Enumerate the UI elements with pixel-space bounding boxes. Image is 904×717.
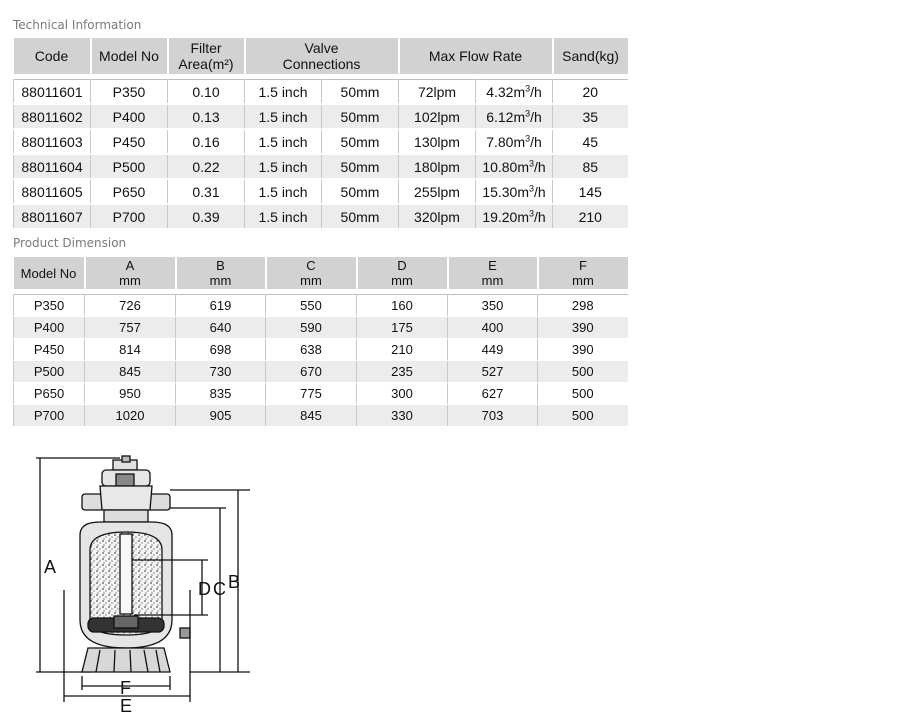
table-row bbox=[14, 361, 628, 383]
cell-b: 730 bbox=[176, 361, 266, 383]
cell-flow-lpm: 180lpm bbox=[399, 154, 476, 179]
cell-area: 0.39 bbox=[168, 204, 245, 229]
cell-valve-inch: 1.5 inch bbox=[245, 80, 322, 105]
table-row bbox=[14, 383, 628, 405]
sand-filter-diagram bbox=[30, 450, 260, 712]
cell-area: 0.13 bbox=[168, 104, 245, 129]
dim-label-e: E bbox=[120, 696, 133, 712]
cell-d: 175 bbox=[357, 317, 448, 339]
cell-flow-lpm: 72lpm bbox=[399, 80, 476, 105]
cell-f: 500 bbox=[538, 405, 628, 427]
product-dimension-title: Product Dimension bbox=[13, 236, 127, 250]
cell-model: P650 bbox=[14, 383, 85, 405]
cell-flow-lpm: 102lpm bbox=[399, 104, 476, 129]
cell-code: 88011603 bbox=[14, 129, 91, 154]
table-row bbox=[14, 204, 628, 229]
dim-label-c: C bbox=[213, 579, 226, 599]
header-filter-line2: Area(m²) bbox=[178, 56, 234, 72]
cell-e: 627 bbox=[448, 383, 538, 405]
cell-sand: 20 bbox=[553, 80, 628, 105]
cell-d: 300 bbox=[357, 383, 448, 405]
header-flow: Max Flow Rate bbox=[399, 38, 553, 74]
cell-a: 1020 bbox=[85, 405, 176, 427]
cell-d: 235 bbox=[357, 361, 448, 383]
cell-d: 160 bbox=[357, 295, 448, 317]
cell-flow-lpm: 320lpm bbox=[399, 204, 476, 229]
cell-code: 88011604 bbox=[14, 154, 91, 179]
dim-label-a: A bbox=[44, 557, 57, 577]
cell-a: 845 bbox=[85, 361, 176, 383]
cell-valve-inch: 1.5 inch bbox=[245, 154, 322, 179]
cell-flow-lpm: 255lpm bbox=[399, 179, 476, 204]
cell-f: 390 bbox=[538, 339, 628, 361]
cell-model: P350 bbox=[91, 80, 168, 105]
cell-sand: 35 bbox=[553, 104, 628, 129]
cell-valve-inch: 1.5 inch bbox=[245, 179, 322, 204]
cell-sand: 210 bbox=[553, 204, 628, 229]
cell-e: 350 bbox=[448, 295, 538, 317]
cell-b: 698 bbox=[176, 339, 266, 361]
cell-flow-m3h: $7.80m^3/h$ bbox=[476, 129, 553, 154]
cell-d: 330 bbox=[357, 405, 448, 427]
dim-label-f: F bbox=[120, 678, 131, 698]
product-dimension-table bbox=[13, 257, 628, 427]
header-code: Code bbox=[14, 38, 91, 74]
table-row bbox=[14, 80, 628, 105]
header-f: F mm bbox=[538, 257, 628, 289]
table-row bbox=[14, 317, 628, 339]
cell-model: P700 bbox=[14, 405, 85, 427]
cell-valve-mm: 50mm bbox=[322, 154, 399, 179]
header-e: E mm bbox=[448, 257, 538, 289]
cell-e: 449 bbox=[448, 339, 538, 361]
header-b: B mm bbox=[176, 257, 266, 289]
cell-model: P500 bbox=[14, 361, 85, 383]
table-row bbox=[14, 129, 628, 154]
header-d: D mm bbox=[357, 257, 448, 289]
cell-code: 88011601 bbox=[14, 80, 91, 105]
cell-c: 550 bbox=[266, 295, 357, 317]
tech-header-row bbox=[14, 38, 628, 74]
header-filter-area bbox=[168, 38, 245, 74]
table-row bbox=[14, 104, 628, 129]
header-filter-line1: Filter bbox=[190, 40, 222, 56]
dim-label-d: D bbox=[198, 579, 211, 599]
cell-model: P350 bbox=[14, 295, 85, 317]
cell-f: 390 bbox=[538, 317, 628, 339]
tech-info-title: Technical Information bbox=[13, 18, 142, 32]
cell-model: P400 bbox=[14, 317, 85, 339]
cell-flow-m3h: $6.12m^3/h$ bbox=[476, 104, 553, 129]
cell-e: 400 bbox=[448, 317, 538, 339]
cell-model: P400 bbox=[91, 104, 168, 129]
cell-a: 814 bbox=[85, 339, 176, 361]
table-row bbox=[14, 405, 628, 427]
cell-sand: 45 bbox=[553, 129, 628, 154]
cell-code: 88011607 bbox=[14, 204, 91, 229]
cell-model: P450 bbox=[14, 339, 85, 361]
header-valve-line2: Connections bbox=[282, 56, 361, 72]
cell-model: P700 bbox=[91, 204, 168, 229]
cell-a: 726 bbox=[85, 295, 176, 317]
cell-valve-mm: 50mm bbox=[322, 80, 399, 105]
header-valve bbox=[245, 38, 399, 74]
dim-label-b: B bbox=[228, 572, 241, 592]
header-a: A mm bbox=[85, 257, 176, 289]
cell-valve-mm: 50mm bbox=[322, 204, 399, 229]
table-row bbox=[14, 295, 628, 317]
cell-a: 757 bbox=[85, 317, 176, 339]
cell-b: 905 bbox=[176, 405, 266, 427]
cell-d: 210 bbox=[357, 339, 448, 361]
table-row bbox=[14, 179, 628, 204]
table-row bbox=[14, 154, 628, 179]
cell-c: 638 bbox=[266, 339, 357, 361]
dim-header-row bbox=[14, 257, 628, 289]
cell-c: 775 bbox=[266, 383, 357, 405]
cell-flow-m3h: $19.20m^3/h$ bbox=[476, 204, 553, 229]
cell-flow-m3h: $15.30m^3/h$ bbox=[476, 179, 553, 204]
header-model: Model No bbox=[91, 38, 168, 74]
cell-e: 703 bbox=[448, 405, 538, 427]
cell-valve-mm: 50mm bbox=[322, 179, 399, 204]
cell-model: P450 bbox=[91, 129, 168, 154]
cell-sand: 85 bbox=[553, 154, 628, 179]
cell-f: 500 bbox=[538, 383, 628, 405]
cell-area: 0.10 bbox=[168, 80, 245, 105]
cell-code: 88011602 bbox=[14, 104, 91, 129]
cell-code: 88011605 bbox=[14, 179, 91, 204]
cell-b: 619 bbox=[176, 295, 266, 317]
cell-area: 0.22 bbox=[168, 154, 245, 179]
cell-flow-lpm: 130lpm bbox=[399, 129, 476, 154]
cell-f: 500 bbox=[538, 361, 628, 383]
cell-valve-mm: 50mm bbox=[322, 104, 399, 129]
cell-valve-inch: 1.5 inch bbox=[245, 129, 322, 154]
header-c: C mm bbox=[266, 257, 357, 289]
cell-f: 298 bbox=[538, 295, 628, 317]
cell-valve-inch: 1.5 inch bbox=[245, 104, 322, 129]
cell-flow-m3h: $10.80m^3/h$ bbox=[476, 154, 553, 179]
cell-valve-mm: 50mm bbox=[322, 129, 399, 154]
header-valve-line1: Valve bbox=[304, 40, 339, 56]
cell-valve-inch: 1.5 inch bbox=[245, 204, 322, 229]
cell-area: 0.16 bbox=[168, 129, 245, 154]
cell-b: 640 bbox=[176, 317, 266, 339]
cell-model: P500 bbox=[91, 154, 168, 179]
cell-c: 845 bbox=[266, 405, 357, 427]
cell-sand: 145 bbox=[553, 179, 628, 204]
header-model: Model No bbox=[14, 257, 85, 289]
cell-a: 950 bbox=[85, 383, 176, 405]
technical-info-table bbox=[13, 38, 628, 230]
header-sand: Sand(kg) bbox=[553, 38, 628, 74]
cell-c: 590 bbox=[266, 317, 357, 339]
cell-b: 835 bbox=[176, 383, 266, 405]
cell-e: 527 bbox=[448, 361, 538, 383]
cell-model: P650 bbox=[91, 179, 168, 204]
table-row bbox=[14, 339, 628, 361]
cell-flow-m3h: $4.32m^3/h$ bbox=[476, 80, 553, 105]
cell-c: 670 bbox=[266, 361, 357, 383]
cell-area: 0.31 bbox=[168, 179, 245, 204]
